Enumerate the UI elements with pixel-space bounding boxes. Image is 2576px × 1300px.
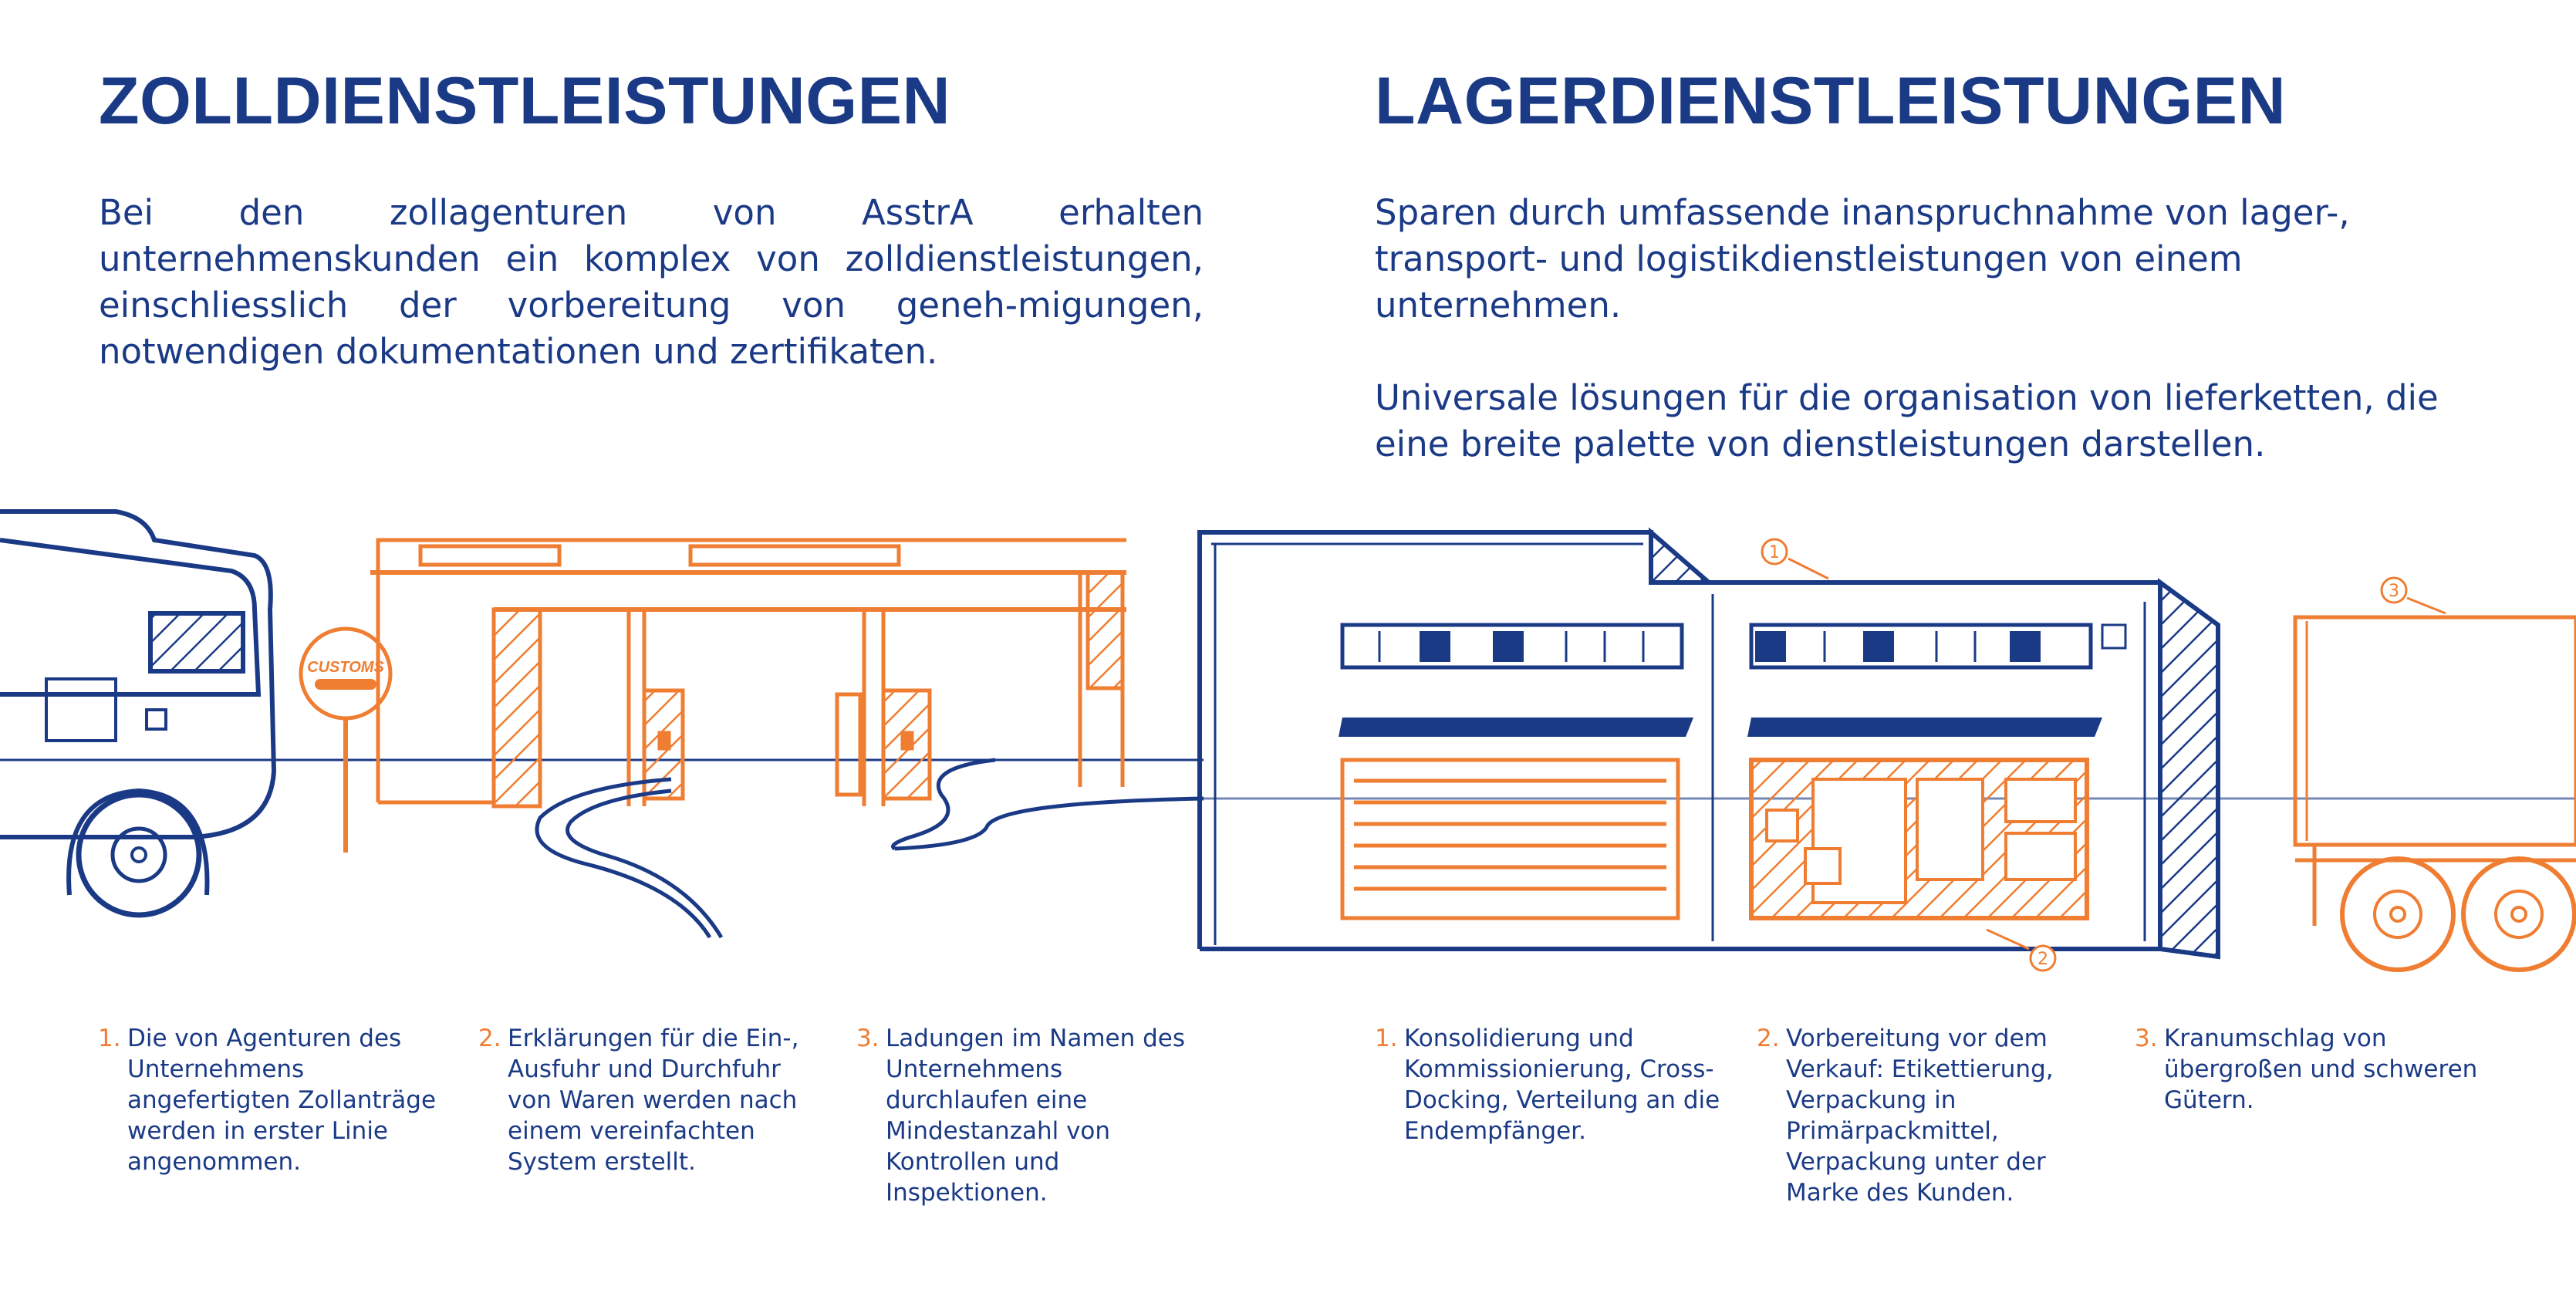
customs-checkpoint <box>370 540 1126 806</box>
truck-cab <box>0 512 274 895</box>
warehouse-intro-paragraph: Sparen durch umfassende inanspruchnahme von lager-, transport- und logistikdienstleistungen von einem unternehmen. <box>1375 192 2350 326</box>
warehouse-note-2 <box>1757 1023 2102 1208</box>
customs-intro-text: Bei den zollagenturen von AsstrA erhalten unternehmenskunden ein komplex von zolldienstleistungen, einschliesslich der vorbereitung von geneh-migungen, notwendigen dokumentationen und zertifikaten. <box>99 192 1204 372</box>
warehouse-note-1 <box>1375 1023 1720 1146</box>
logistics-illustration <box>0 478 2576 1003</box>
note-text: Konsolidierung und Kommissionierung, Cross-Docking, Verteilung an die Endempfänger. <box>1404 1025 1720 1145</box>
callout-3 <box>2382 578 2446 613</box>
truck-front-wheel <box>79 795 199 915</box>
note-number: 1. <box>98 1025 121 1052</box>
note-number: 3. <box>856 1025 879 1052</box>
customs-note-3 <box>856 1023 1202 1208</box>
note-text: Vorbereitung vor dem Verkauf: Etikettierung, Verpackung in Primärpackmittel, Verpackung unter der Marke des Kunden. <box>1786 1025 2054 1207</box>
customs-note-1 <box>98 1023 444 1177</box>
note-number: 1. <box>1375 1025 1398 1052</box>
warehouse-heading: LAGERDIENSTLEISTUNGEN <box>1375 64 2287 138</box>
callout-1 <box>1762 539 1828 579</box>
note-text: Ladungen im Namen des Unternehmens durchlaufen eine Mindestanzahl von Kontrollen und Inspektionen. <box>886 1025 1186 1207</box>
callout-3-label: 3 <box>2389 582 2399 601</box>
trailer-wheel <box>2342 859 2453 970</box>
warehouse-storage <box>1751 760 2087 918</box>
trailer <box>2295 617 2576 926</box>
customs-note-2 <box>478 1023 824 1177</box>
warehouse-intro-paragraph: Universale lösungen für die organisation von lieferketten, die eine breite palette von dienstleistungen darstellen. <box>1375 377 2439 464</box>
note-text: Erklärungen für die Ein-, Ausfuhr und Durchfuhr von Waren werden nach einem vereinfachten System erstellt. <box>508 1025 799 1176</box>
customs-heading: ZOLLDIENSTLEISTUNGEN <box>99 64 951 138</box>
warehouse-intro <box>1375 190 2486 514</box>
callout-2-label: 2 <box>2038 950 2048 969</box>
warehouse-awnings <box>1339 718 2102 737</box>
note-number: 2. <box>1757 1025 1780 1052</box>
note-text: Die von Agenturen des Unternehmens angefertigten Zollanträge werden in erster Linie angenommen. <box>127 1025 437 1176</box>
trailer-wheel <box>2463 859 2574 970</box>
warehouse-windows <box>1342 625 2091 667</box>
customs-intro <box>99 190 1204 421</box>
note-text: Kranumschlag von übergroßen und schweren Gütern. <box>2164 1025 2478 1114</box>
note-number: 3. <box>2135 1025 2158 1052</box>
callout-1-label: 1 <box>1769 543 1780 562</box>
customs-sign-label: CUSTOMS <box>307 659 384 676</box>
warehouse-gate <box>1342 760 1678 918</box>
road <box>537 760 1204 937</box>
warehouse-note-3 <box>2135 1023 2480 1116</box>
note-number: 2. <box>478 1025 501 1052</box>
